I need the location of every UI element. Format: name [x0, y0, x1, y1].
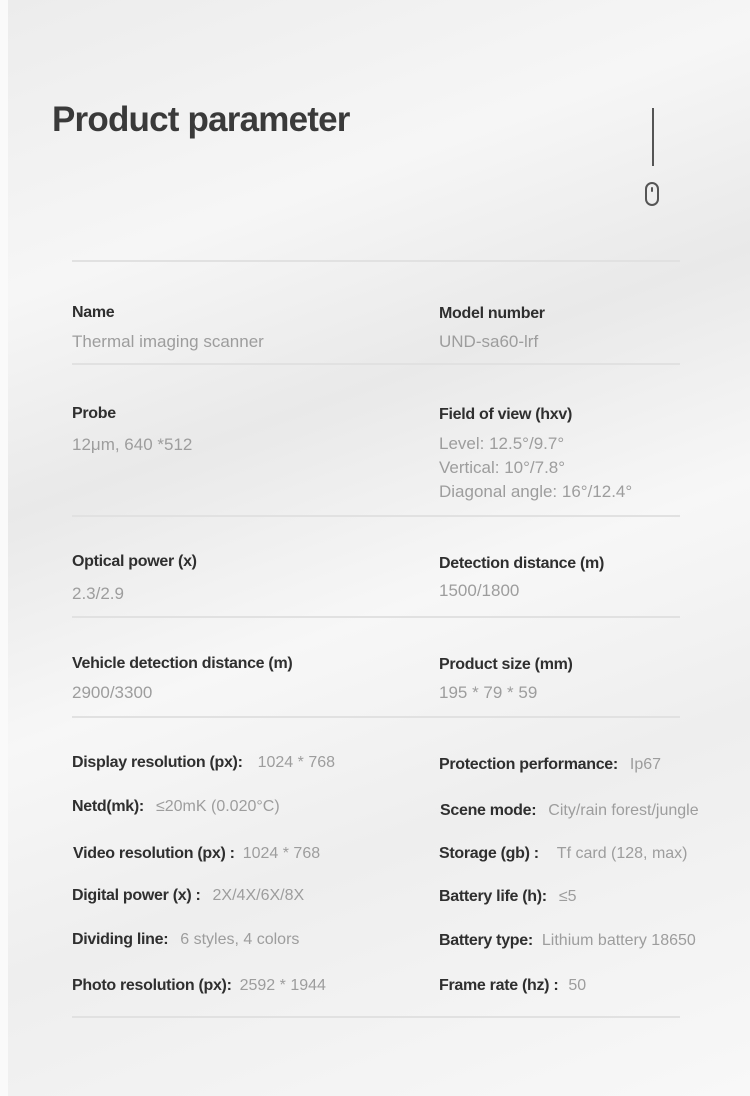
spec-value: Lithium battery 18650 [541, 932, 696, 949]
divider [72, 716, 680, 718]
detection-distance-value: 1500/1800 [439, 581, 520, 600]
spec-value: 1024 * 768 [242, 845, 321, 862]
divider [72, 363, 680, 365]
divider [72, 260, 680, 262]
spec-scene-mode [440, 802, 699, 820]
probe-label: Probe [72, 405, 116, 422]
optical-power-value: 2.3/2.9 [72, 584, 124, 603]
spec-label: Frame rate (hz) : [439, 977, 559, 994]
spec-display-resolution [72, 754, 335, 772]
spec-digital-power [72, 887, 304, 905]
spec-photo-resolution [72, 977, 326, 995]
divider [72, 616, 680, 618]
spec-value: 50 [568, 977, 587, 994]
spec-label: Photo resolution (px): [72, 977, 232, 994]
spec-value: 1024 * 768 [257, 754, 336, 771]
spec-value: ≤20mK (0.020°C) [155, 798, 280, 815]
fov-label: Field of view (hxv) [439, 406, 572, 423]
spec-dividing-line [72, 931, 299, 949]
page-title: Product parameter [52, 100, 350, 139]
spec-battery-life [439, 888, 577, 906]
probe-value: 12μm, 640 *512 [72, 435, 193, 454]
spec-storage [439, 845, 688, 863]
spec-value: ≤5 [558, 888, 577, 905]
spec-value: City/rain forest/jungle [548, 802, 699, 819]
spec-value: Ip67 [629, 756, 662, 773]
spec-value: 2X/4X/6X/8X [212, 887, 305, 904]
product-size-label: Product size (mm) [439, 656, 573, 673]
vehicle-detection-value: 2900/3300 [72, 683, 153, 702]
model-label: Model number [439, 305, 545, 322]
optical-power-label: Optical power (x) [72, 553, 197, 570]
spec-label: Storage (gb) : [439, 845, 539, 862]
spec-label: Video resolution (px) : [73, 845, 235, 862]
page-edge [0, 0, 8, 1096]
fov-level: Level: 12.5°/9.7° [439, 434, 565, 453]
divider [72, 515, 680, 517]
fov-diagonal: Diagonal angle: 16°/12.4° [439, 482, 633, 501]
spec-protection-performance [439, 756, 661, 774]
spec-label: Netd(mk): [72, 798, 144, 815]
spec-value: 6 styles, 4 colors [180, 931, 300, 948]
spec-battery-type [439, 932, 696, 950]
spec-label: Battery life (h): [439, 888, 547, 905]
spec-label: Battery type: [439, 932, 533, 949]
spec-video-resolution [73, 845, 320, 863]
spec-netd [72, 798, 280, 816]
spec-value: 2592 * 1944 [239, 977, 326, 994]
spec-label: Scene mode: [440, 802, 537, 819]
vehicle-detection-label: Vehicle detection distance (m) [72, 655, 293, 672]
spec-label: Protection performance: [439, 756, 618, 773]
detection-distance-label: Detection distance (m) [439, 555, 604, 572]
divider [72, 1016, 680, 1018]
model-value: UND-sa60-lrf [439, 332, 539, 351]
spec-frame-rate [439, 977, 586, 995]
fov-vertical: Vertical: 10°/7.8° [439, 458, 566, 477]
name-value: Thermal imaging scanner [72, 332, 264, 351]
spec-value: Tf card (128, max) [556, 845, 688, 862]
spec-label: Display resolution (px): [72, 754, 243, 771]
mouse-icon [645, 182, 659, 206]
spec-label: Dividing line: [72, 931, 169, 948]
spec-label: Digital power (x) : [72, 887, 201, 904]
name-label: Name [72, 304, 115, 321]
scroll-indicator-line [652, 108, 654, 166]
product-size-value: 195 * 79 * 59 [439, 683, 538, 702]
